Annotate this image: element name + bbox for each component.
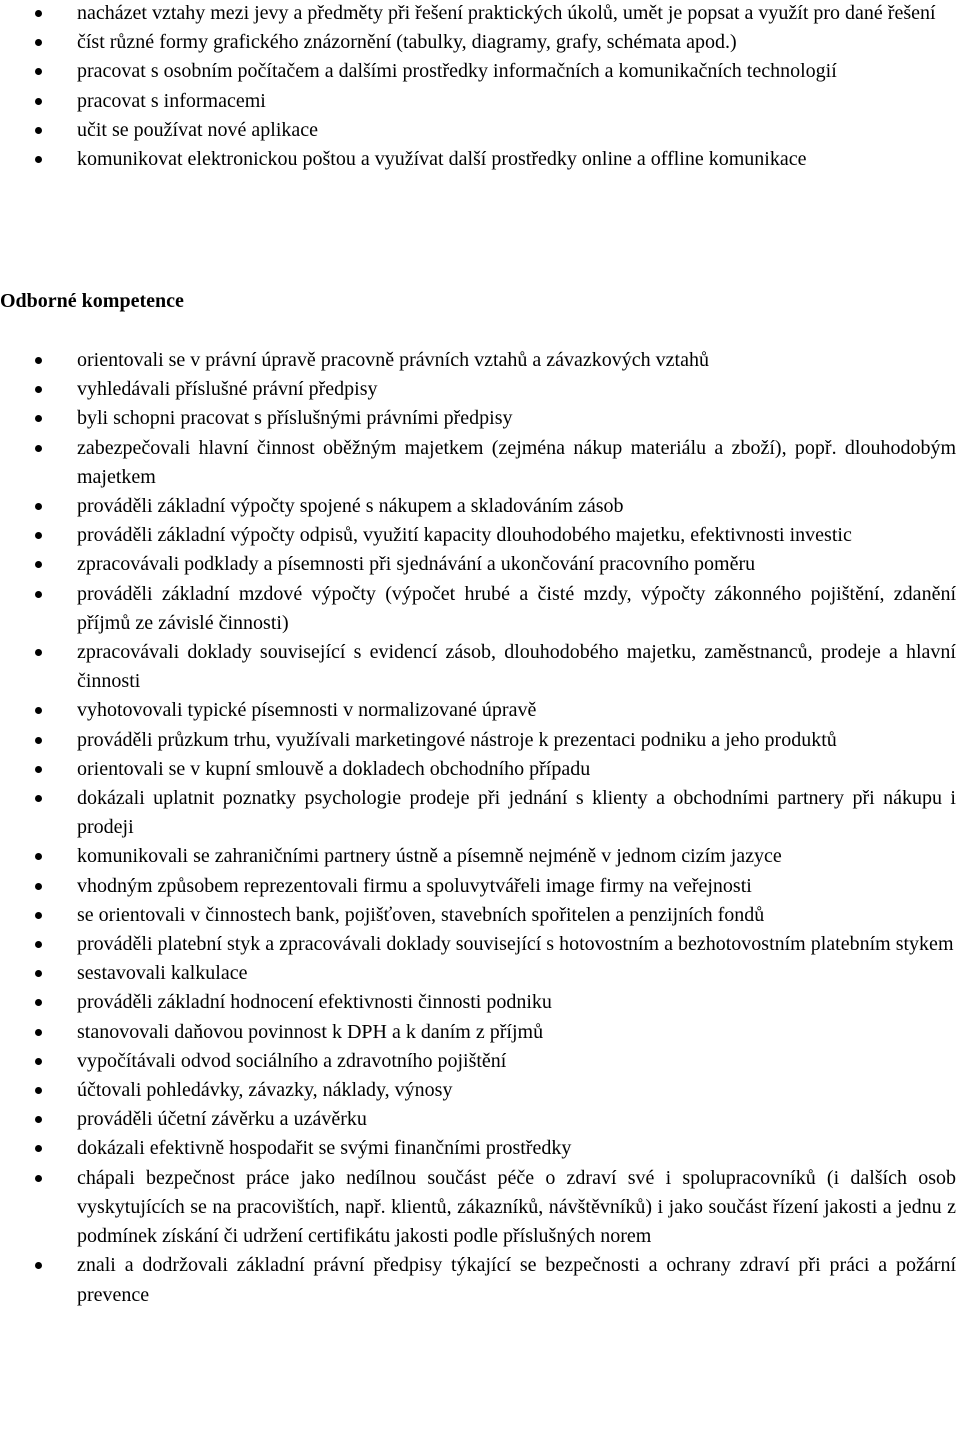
list-item-text: prováděli základní výpočty odpisů, využití kapacity dlouhodobého majetku, efektivnosti investic <box>77 524 852 547</box>
bullet-icon <box>35 766 42 773</box>
bullet-icon <box>35 1145 42 1152</box>
bullet-icon <box>35 1262 42 1269</box>
list-item <box>0 784 960 842</box>
bullet-icon <box>35 357 42 364</box>
list-item-text: vyhotovovali typické písemnosti v normalizované úpravě <box>77 699 537 722</box>
list-item <box>0 404 960 433</box>
list-item-text: se orientovali v činnostech bank, pojišťoven, stavebních spořitelen a penzijních fondů <box>77 903 765 926</box>
list-item-text: komunikovali se zahraničními partnery ústně a písemně nejméně v jednom cizím jazyce <box>77 845 782 868</box>
bullet-icon <box>35 1087 42 1094</box>
list-item <box>0 1076 960 1105</box>
bullet-icon <box>35 853 42 860</box>
general-competences-list <box>0 0 960 174</box>
list-item <box>0 959 960 988</box>
bullet-icon <box>35 561 42 568</box>
bullet-icon <box>35 912 42 919</box>
list-item-text: prováděli průzkum trhu, využívali marketingové nástroje k prezentaci podniku a jeho produktů <box>77 728 837 751</box>
list-item-text: pracovat s osobním počítačem a dalšími prostředky informačních a komunikačních technologií <box>77 60 837 83</box>
list-item-text: orientovali se v právní úpravě pracovně právních vztahů a závazkových vztahů <box>77 349 709 371</box>
bullet-icon <box>35 1116 42 1123</box>
list-item-text: učit se používat nové aplikace <box>77 118 319 141</box>
bullet-icon <box>35 1058 42 1065</box>
list-item-text: zpracovávali doklady související s evidencí zásob, dlouhodobého majetku, zaměstnanců, prodeje a hlavní činnosti <box>77 641 956 693</box>
list-item <box>0 116 960 145</box>
list-item-text: prováděli platební styk a zpracovávali doklady související s hotovostním a bezhotovostním platebním stykem <box>77 933 954 956</box>
list-item <box>0 755 960 784</box>
list-item <box>0 0 960 28</box>
list-item <box>0 550 960 579</box>
list-item <box>0 580 960 638</box>
bullet-icon <box>35 10 42 17</box>
list-item-text: zabezpečovali hlavní činnost oběžným majetkem (zejména nákup materiálu a zboží), popř. dlouhodobým majetkem <box>77 436 956 488</box>
bullet-icon <box>35 39 42 46</box>
list-item <box>0 434 960 492</box>
bullet-icon <box>35 445 42 452</box>
list-item <box>0 87 960 116</box>
list-item-text: zpracovávali podklady a písemnosti při sjednávání a ukončování pracovního poměru <box>77 553 756 576</box>
list-item <box>0 492 960 521</box>
bullet-icon <box>35 970 42 977</box>
list-item <box>0 1018 960 1047</box>
list-item-text: nacházet vztahy mezi jevy a předměty při řešení praktických úkolů, umět je popsat a využít pro dané řešení <box>77 2 936 24</box>
bullet-icon <box>35 591 42 598</box>
section-heading: Odborné kompetence <box>0 290 184 312</box>
list-item <box>0 1047 960 1076</box>
bullet-icon <box>35 707 42 714</box>
bullet-icon <box>35 941 42 948</box>
list-item-text: číst různé formy grafického znázornění (tabulky, diagramy, grafy, schémata apod.) <box>77 31 737 54</box>
bullet-icon <box>35 68 42 75</box>
list-item-text: orientovali se v kupní smlouvě a dokladech obchodního případu <box>77 757 591 780</box>
list-item <box>0 696 960 725</box>
list-item-text: byli schopni pracovat s příslušnými právními předpisy <box>77 407 513 430</box>
list-item <box>0 521 960 550</box>
list-item <box>0 375 960 404</box>
bullet-icon <box>35 386 42 393</box>
list-item-text: prováděli základní mzdové výpočty (výpočet hrubé a čisté mzdy, výpočty zákonného pojištění, zdanění příjmů ze závislé činnosti) <box>77 582 956 634</box>
list-item <box>0 901 960 930</box>
list-item-text: vhodným způsobem reprezentovali firmu a spoluvytvářeli image firmy na veřejnosti <box>77 874 752 897</box>
list-item-text: chápali bezpečnost práce jako nedílnou součást péče o zdraví své i spolupracovníků (i dalších osob vyskytujících se na pracovištích, např. klientů, zákazníků, návštěvníků) i jako součást řízení jakosti a jednu z podmínek získání či udržení certifikátu jakosti podle příslušných norem <box>77 1166 956 1248</box>
list-item-text: vyhledávali příslušné právní předpisy <box>77 378 378 401</box>
list-item <box>0 842 960 871</box>
list-item-text: znali a dodržovali základní právní předpisy týkající se bezpečnosti a ochrany zdraví při práci a požární prevence <box>77 1254 956 1306</box>
list-item-text: pracovat s informacemi <box>77 89 266 112</box>
list-item-text: prováděli základní výpočty spojené s nákupem a skladováním zásob <box>77 495 624 518</box>
list-item-text: dokázali efektivně hospodařit se svými finančními prostředky <box>77 1137 572 1160</box>
list-item-text: prováděli základní hodnocení efektivnosti činnosti podniku <box>77 991 552 1014</box>
bullet-icon <box>35 649 42 656</box>
bullet-icon <box>35 883 42 890</box>
professional-competences-list <box>0 346 960 1310</box>
list-item <box>0 930 960 959</box>
list-item <box>0 28 960 57</box>
list-item-text: účtovali pohledávky, závazky, náklady, výnosy <box>77 1079 453 1102</box>
bullet-icon <box>35 156 42 163</box>
list-item <box>0 57 960 86</box>
bullet-icon <box>35 999 42 1006</box>
list-item-text: sestavovali kalkulace <box>77 962 248 985</box>
bullet-icon <box>35 1029 42 1036</box>
list-item-text: komunikovat elektronickou poštou a využívat další prostředky online a offline komunikace <box>77 148 807 171</box>
list-item <box>0 1251 960 1309</box>
bullet-icon <box>35 532 42 539</box>
list-item <box>0 1134 960 1163</box>
bullet-icon <box>35 795 42 802</box>
list-item <box>0 145 960 174</box>
bullet-icon <box>35 1175 42 1182</box>
list-item <box>0 1105 960 1134</box>
list-item <box>0 1164 960 1252</box>
list-item <box>0 988 960 1017</box>
list-item-text: dokázali uplatnit poznatky psychologie prodeje při jednání s klienty a obchodními partnery při nákupu i prodeji <box>77 787 956 839</box>
list-item-text: stanovovali daňovou povinnost k DPH a k daním z příjmů <box>77 1020 544 1043</box>
list-item <box>0 638 960 696</box>
bullet-icon <box>35 503 42 510</box>
bullet-icon <box>35 737 42 744</box>
list-item <box>0 872 960 901</box>
bullet-icon <box>35 127 42 134</box>
bullet-icon <box>35 415 42 422</box>
list-item <box>0 346 960 375</box>
list-item-text: prováděli účetní závěrku a uzávěrku <box>77 1108 367 1131</box>
bullet-icon <box>35 98 42 105</box>
list-item-text: vypočítávali odvod sociálního a zdravotního pojištění <box>77 1049 507 1072</box>
list-item <box>0 726 960 755</box>
